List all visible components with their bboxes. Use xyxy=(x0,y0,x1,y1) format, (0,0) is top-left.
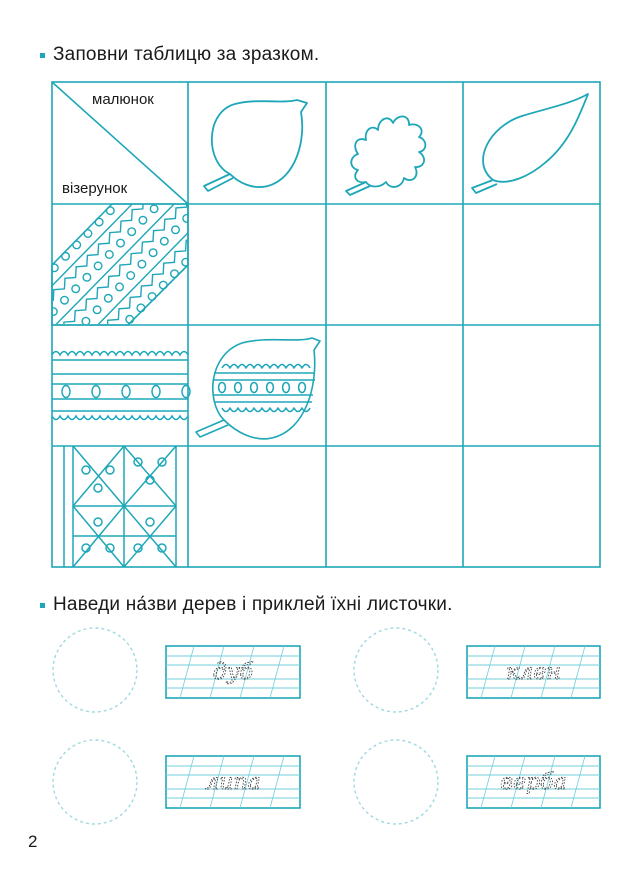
task-instruction-trees xyxy=(40,594,453,616)
sample-patterned-leaf-icon xyxy=(196,338,320,439)
oak-leaf-icon xyxy=(346,116,425,195)
triangle-circle-pattern xyxy=(64,446,176,567)
header-pattern-label: візерунок xyxy=(62,180,128,197)
handwriting-box[interactable] xyxy=(467,646,600,698)
tree-name-trace: верба xyxy=(500,770,567,795)
task-text: Наведи на́зви дерев і приклей їхні листочки. xyxy=(53,594,453,615)
handwriting-box[interactable] xyxy=(166,646,300,698)
handwriting-box[interactable] xyxy=(166,756,300,808)
leaf-sticker-slot[interactable] xyxy=(53,740,137,824)
linden-leaf-icon xyxy=(204,100,307,191)
tree-name-trace: липа xyxy=(205,770,261,795)
handwriting-box[interactable] xyxy=(467,756,600,808)
header-picture-label: малюнок xyxy=(92,91,154,108)
task-text: Заповни таблицю за зразком. xyxy=(53,44,320,65)
willow-leaf-icon xyxy=(472,94,588,193)
leaf-sticker-slot[interactable] xyxy=(53,628,137,712)
leaf-sticker-slot[interactable] xyxy=(354,740,438,824)
bullet-icon xyxy=(40,603,45,608)
tree-names-section xyxy=(53,628,600,824)
page-number: 2 xyxy=(28,832,38,851)
leaf-sticker-slot[interactable] xyxy=(354,628,438,712)
wave-bead-pattern xyxy=(52,352,190,420)
tree-name-trace: клен xyxy=(506,660,561,685)
tree-name-trace: дуб xyxy=(212,660,254,685)
